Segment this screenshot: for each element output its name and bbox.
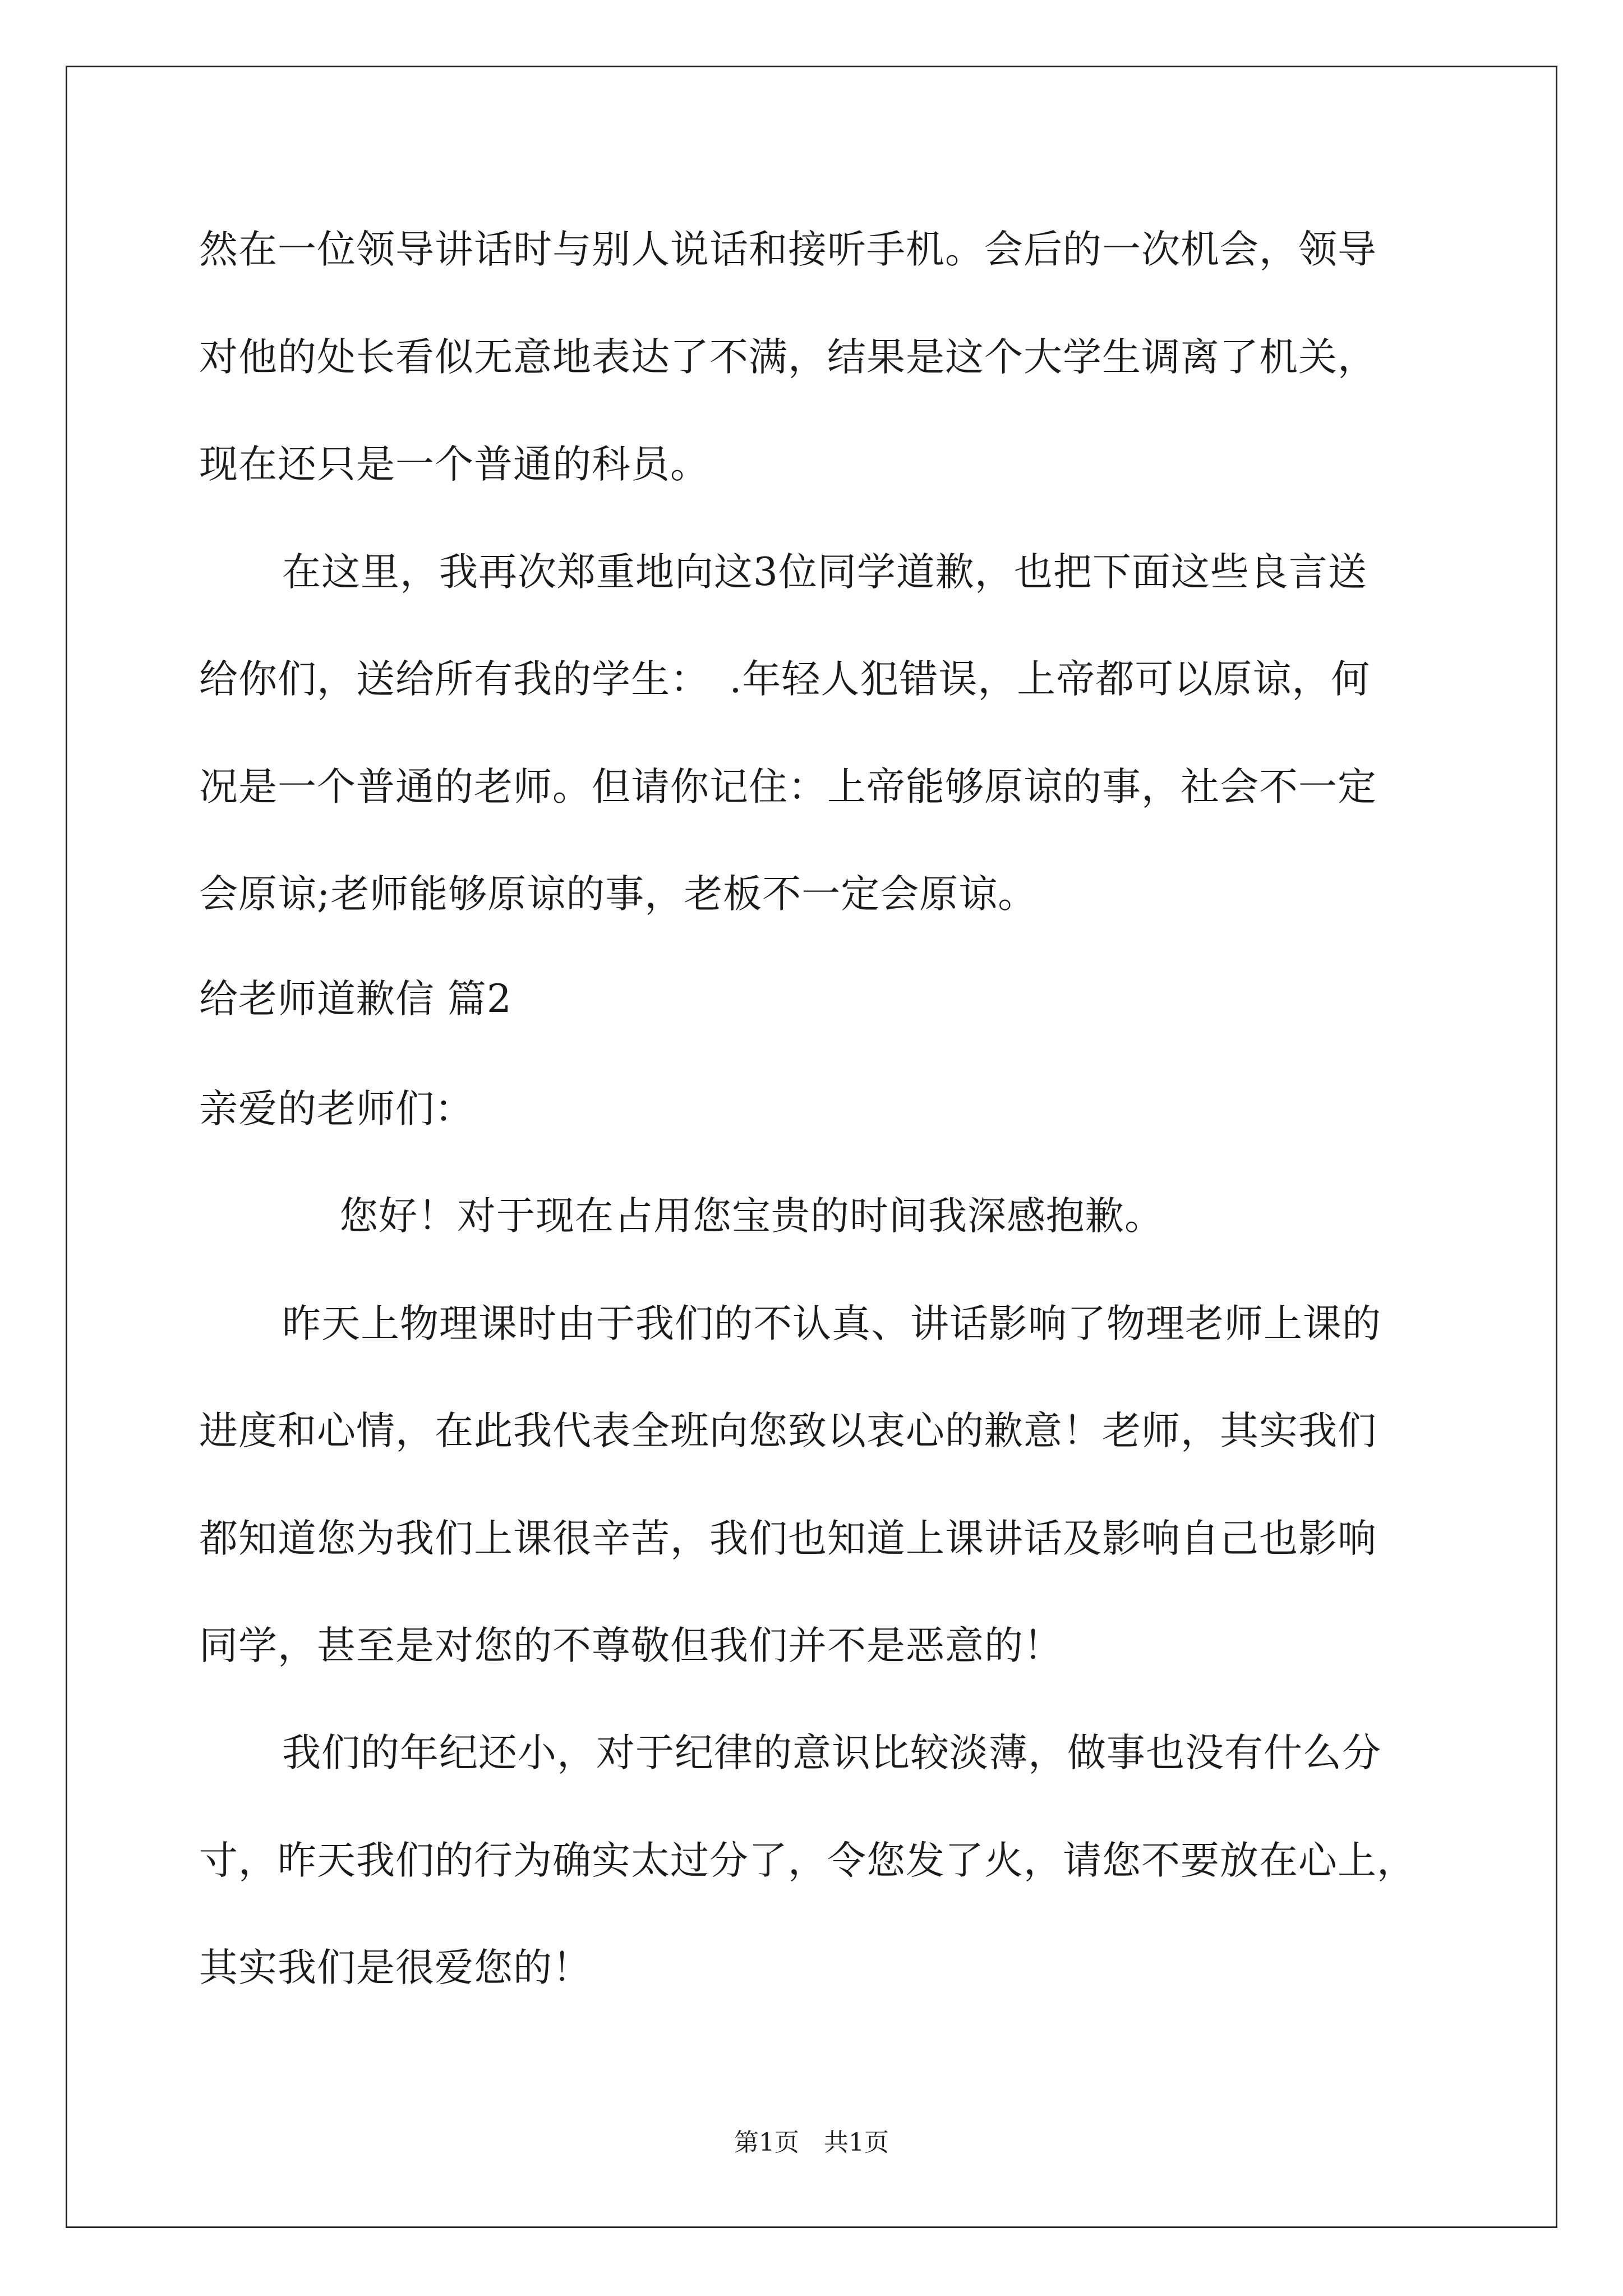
paragraph-line: 我们的年纪还小，对于纪律的意识比较淡薄，做事也没有什么分	[282, 1731, 1381, 1775]
page-footer: 第1页 共1页	[734, 2128, 889, 2157]
paragraph-line: 同学，甚至是对您的不尊敬但我们并不是恶意的！	[199, 1623, 1063, 1668]
paragraph-line: 寸，昨天我们的行为确实太过分了，令您发了火，请您不要放在心上，	[199, 1838, 1416, 1883]
paragraph-line: 昨天上物理课时由于我们的不认真、讲话影响了物理老师上课的	[282, 1301, 1381, 1346]
page-border	[66, 66, 1557, 2228]
salutation: 亲爱的老师们：	[199, 1087, 474, 1131]
paragraph-line: 会原谅;老师能够原谅的事，老板不一定会原谅。	[199, 872, 1038, 917]
paragraph-line: 然在一位领导讲话时与别人说话和接听手机。会后的一次机会，领导	[199, 227, 1377, 272]
paragraph-line: 况是一个普通的老师。但请你记住：上帝能够原谅的事，社会不一定	[199, 765, 1377, 809]
paragraph-line: 对他的处长看似无意地表达了不满，结果是这个大学生调离了机关，	[199, 335, 1377, 380]
paragraph-line: 您好！对于现在占用您宝贵的时间我深感抱歉。	[339, 1194, 1164, 1239]
paragraph-line: 现在还只是一个普通的科员。	[199, 442, 709, 487]
paragraph-line: 给你们，送给所有我的学生： .年轻人犯错误，上帝都可以原谅，何	[199, 657, 1371, 702]
section-heading: 给老师道歉信 篇2	[199, 977, 512, 1022]
paragraph-line: 进度和心情，在此我代表全班向您致以衷心的歉意！老师，其实我们	[199, 1409, 1377, 1453]
paragraph-line: 其实我们是很爱您的！	[199, 1945, 592, 1990]
paragraph-line: 都知道您为我们上课很辛苦，我们也知道上课讲话及影响自己也影响	[199, 1516, 1377, 1561]
paragraph-line: 在这里，我再次郑重地向这3位同学道歉，也把下面这些良言送	[282, 550, 1367, 595]
